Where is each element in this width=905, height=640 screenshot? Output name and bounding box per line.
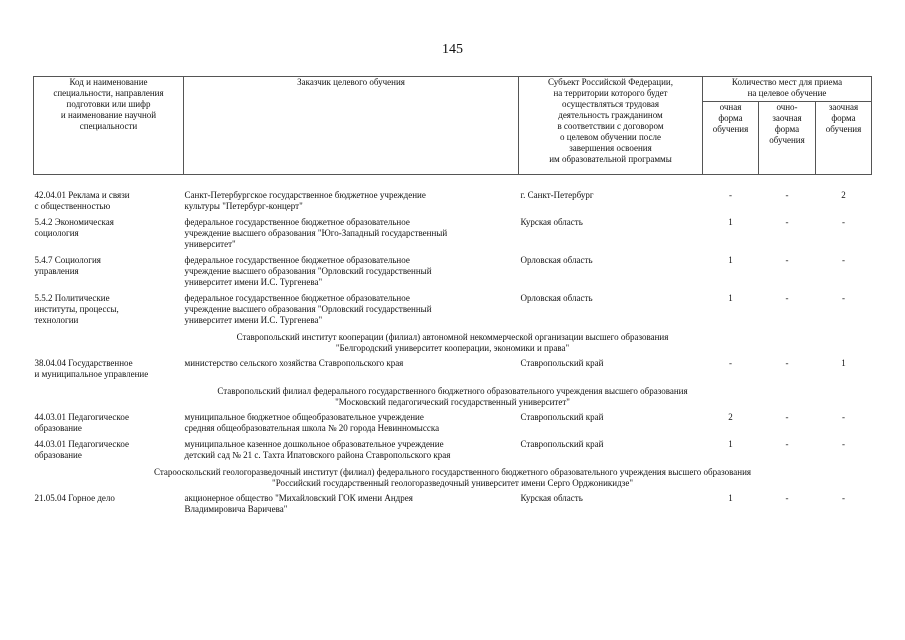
table-row	[34, 492, 872, 519]
cell-fulltime: 1	[728, 217, 733, 227]
cell-code-line: с общественностью	[34, 201, 111, 211]
cell-customer-line: средняя общеобразовательная школа № 20 города Невинномысска	[184, 423, 440, 433]
section-heading-line: Ставропольский институт кооперации (филиал) автономной некоммерческой организации высшего образования	[236, 332, 669, 342]
cell-parttime: -	[785, 217, 789, 227]
cell-code-line: 42.04.01 Реклама и связи	[34, 190, 130, 200]
cell-customer-line: университет"	[184, 239, 236, 249]
cell-region: Курская область	[520, 217, 583, 227]
page-number: 145	[442, 42, 463, 57]
table-row	[34, 254, 872, 292]
cell-region: Орловская область	[520, 293, 593, 303]
cell-customer	[184, 189, 519, 216]
header-fulltime-line: очная	[719, 102, 742, 112]
cell-parttime: -	[785, 190, 789, 200]
header-extramural-line: заочная	[828, 102, 859, 112]
header-parttime-line: очно-	[776, 102, 798, 112]
target-admission-table	[33, 76, 872, 519]
cell-code-line: 44.03.01 Педагогическое	[34, 439, 129, 449]
cell-customer-line: учреждение высшего образования "Орловский государственный	[184, 266, 432, 276]
cell-fulltime: 1	[728, 493, 733, 503]
cell-code	[34, 216, 184, 254]
cell-customer-line: муниципальное бюджетное общеобразовательное учреждение	[184, 412, 424, 422]
cell-extramural: -	[842, 493, 845, 503]
cell-extramural: 2	[841, 190, 846, 200]
header-parttime-line: обучения	[769, 135, 805, 145]
cell-customer-line: культуры "Петербург-концерт"	[184, 201, 303, 211]
cell-code-line: социология	[34, 228, 79, 238]
table-row	[34, 438, 872, 465]
header-parttime-line: заочная	[772, 113, 802, 123]
cell-customer	[184, 438, 519, 465]
cell-customer-line: университет имени И.С. Тургенева"	[184, 315, 323, 325]
section-heading	[34, 384, 872, 411]
cell-region: Ставропольский край	[520, 358, 604, 368]
table-header	[34, 77, 872, 175]
cell-customer	[184, 492, 519, 519]
cell-customer-line: Санкт-Петербургское государственное бюджетное учреждение	[184, 190, 426, 200]
cell-fulltime: 1	[728, 255, 733, 265]
cell-extramural: -	[842, 217, 845, 227]
cell-region: Ставропольский край	[520, 439, 604, 449]
header-code-line: специальности, направления	[53, 88, 164, 98]
header-extramural-line: обучения	[825, 124, 862, 134]
header-region-line: в соответствии с договором	[557, 121, 664, 131]
header-code	[34, 77, 184, 175]
section-heading-line: Старооскольский геологоразведочный институт (филиал) федерального государственного бюджетного образовательного учреждения высшего образования	[153, 467, 752, 477]
header-region-line: на территории которого будет	[553, 88, 668, 98]
cell-extramural: -	[842, 439, 845, 449]
header-parttime-line: форма	[774, 124, 800, 134]
cell-customer-line: федеральное государственное бюджетное образовательное	[184, 293, 410, 303]
cell-customer-line: акционерное общество "Михайловский ГОК имени Андрея	[184, 493, 413, 503]
header-code-line: специальности	[79, 121, 138, 131]
cell-code-line: технологии	[34, 315, 79, 325]
header-code-line: подготовки или шифр	[66, 99, 151, 109]
cell-fulltime: -	[729, 358, 732, 368]
cell-parttime: -	[785, 358, 789, 368]
header-region-line: деятельность гражданином	[558, 110, 663, 120]
cell-code-line: управления	[34, 266, 79, 276]
header-region-line: осуществляться трудовая	[561, 99, 660, 109]
cell-customer	[184, 411, 519, 438]
header-region-line: завершения освоения	[569, 143, 652, 153]
cell-extramural: 1	[841, 358, 846, 368]
cell-code	[34, 254, 184, 292]
cell-code-line: 5.4.7 Социология	[34, 255, 101, 265]
cell-extramural: -	[842, 293, 845, 303]
cell-extramural: -	[842, 255, 845, 265]
section-heading-line: "Московский педагогический государственный университет"	[335, 397, 570, 407]
cell-parttime: -	[785, 493, 789, 503]
cell-code-line: 44.03.01 Педагогическое	[34, 412, 129, 422]
header-extramural	[816, 102, 872, 175]
header-code-line: Код и наименование	[69, 77, 148, 87]
header-region-line: им образовательной программы	[549, 154, 672, 164]
table-body	[34, 175, 872, 520]
cell-code	[34, 411, 184, 438]
cell-code	[34, 438, 184, 465]
spacer-row	[34, 175, 872, 190]
cell-code-line: образование	[34, 423, 82, 433]
cell-customer-line: федеральное государственное бюджетное образовательное	[184, 255, 410, 265]
header-fulltime	[703, 102, 759, 175]
cell-customer	[184, 292, 519, 330]
cell-parttime: -	[785, 439, 789, 449]
cell-parttime: -	[785, 412, 789, 422]
cell-customer	[184, 357, 519, 384]
header-customer: Заказчик целевого обучения	[184, 77, 519, 175]
cell-code-line: 38.04.04 Государственное	[34, 358, 133, 368]
section-heading-row	[34, 330, 872, 357]
cell-customer-line: федеральное государственное бюджетное образовательное	[184, 217, 410, 227]
section-heading-line: "Российский государственный геологоразведочный университет имени Серго Орджоникидзе"	[272, 478, 633, 488]
cell-fulltime: 1	[728, 293, 733, 303]
cell-code	[34, 357, 184, 384]
section-heading-line: Ставропольский филиал федерального государственного бюджетного образовательного учреждения высшего образования	[217, 386, 688, 396]
header-region-line: о целевом обучении после	[560, 132, 661, 142]
cell-code	[34, 189, 184, 216]
header-extramural-line: форма	[831, 113, 856, 123]
section-heading-row	[34, 465, 872, 492]
cell-customer-line: детский сад № 21 с. Тахта Ипатовского района Ставропольского края	[184, 450, 451, 460]
header-fulltime-line: обучения	[712, 124, 749, 134]
cell-region: Орловская область	[520, 255, 593, 265]
cell-parttime: -	[785, 255, 789, 265]
cell-code-line: 21.05.04 Горное дело	[34, 493, 115, 503]
cell-code-line: образование	[34, 450, 82, 460]
table-row	[34, 357, 872, 384]
cell-customer-line: муниципальное казенное дошкольное образовательное учреждение	[184, 439, 444, 449]
cell-fulltime: 2	[728, 412, 733, 422]
cell-extramural: -	[842, 412, 845, 422]
cell-customer-line: университет имени И.С. Тургенева"	[184, 277, 323, 287]
cell-customer-line: Владимировича Варичева"	[184, 504, 288, 514]
cell-fulltime: -	[729, 190, 732, 200]
header-region	[519, 77, 703, 175]
section-heading	[34, 330, 872, 357]
cell-code	[34, 492, 184, 519]
cell-customer-line: учреждение высшего образования "Орловский государственный	[184, 304, 432, 314]
cell-code-line: институты, процессы,	[34, 304, 119, 314]
table-row	[34, 216, 872, 254]
cell-region: г. Санкт-Петербург	[520, 190, 594, 200]
cell-code-line: 5.4.2 Экономическая	[34, 217, 114, 227]
cell-customer-line: министерство сельского хозяйства Ставропольского края	[184, 358, 404, 368]
table-row	[34, 292, 872, 330]
header-fulltime-line: форма	[718, 113, 743, 123]
cell-code-line: и муниципальное управление	[34, 369, 149, 379]
section-heading-line: "Белгородский университет кооперации, экономики и права"	[335, 343, 570, 353]
header-places-line: на целевое обучение	[747, 88, 827, 98]
header-region-line: Субъект Российской Федерации,	[548, 77, 673, 87]
header-code-line: и наименование научной	[60, 110, 157, 120]
header-places-line: Количество мест для приема	[731, 77, 843, 87]
cell-customer-line: учреждение высшего образования "Юго-Западный государственный	[184, 228, 448, 238]
cell-parttime: -	[785, 293, 789, 303]
cell-customer	[184, 254, 519, 292]
header-parttime	[759, 102, 816, 175]
cell-region: Ставропольский край	[520, 412, 604, 422]
cell-fulltime: 1	[728, 439, 733, 449]
table-row	[34, 189, 872, 216]
cell-customer	[184, 216, 519, 254]
cell-code	[34, 292, 184, 330]
table-row	[34, 411, 872, 438]
cell-region: Курская область	[520, 493, 583, 503]
header-places	[703, 77, 872, 102]
section-heading-row	[34, 384, 872, 411]
section-heading	[34, 465, 872, 492]
cell-code-line: 5.5.2 Политические	[34, 293, 110, 303]
